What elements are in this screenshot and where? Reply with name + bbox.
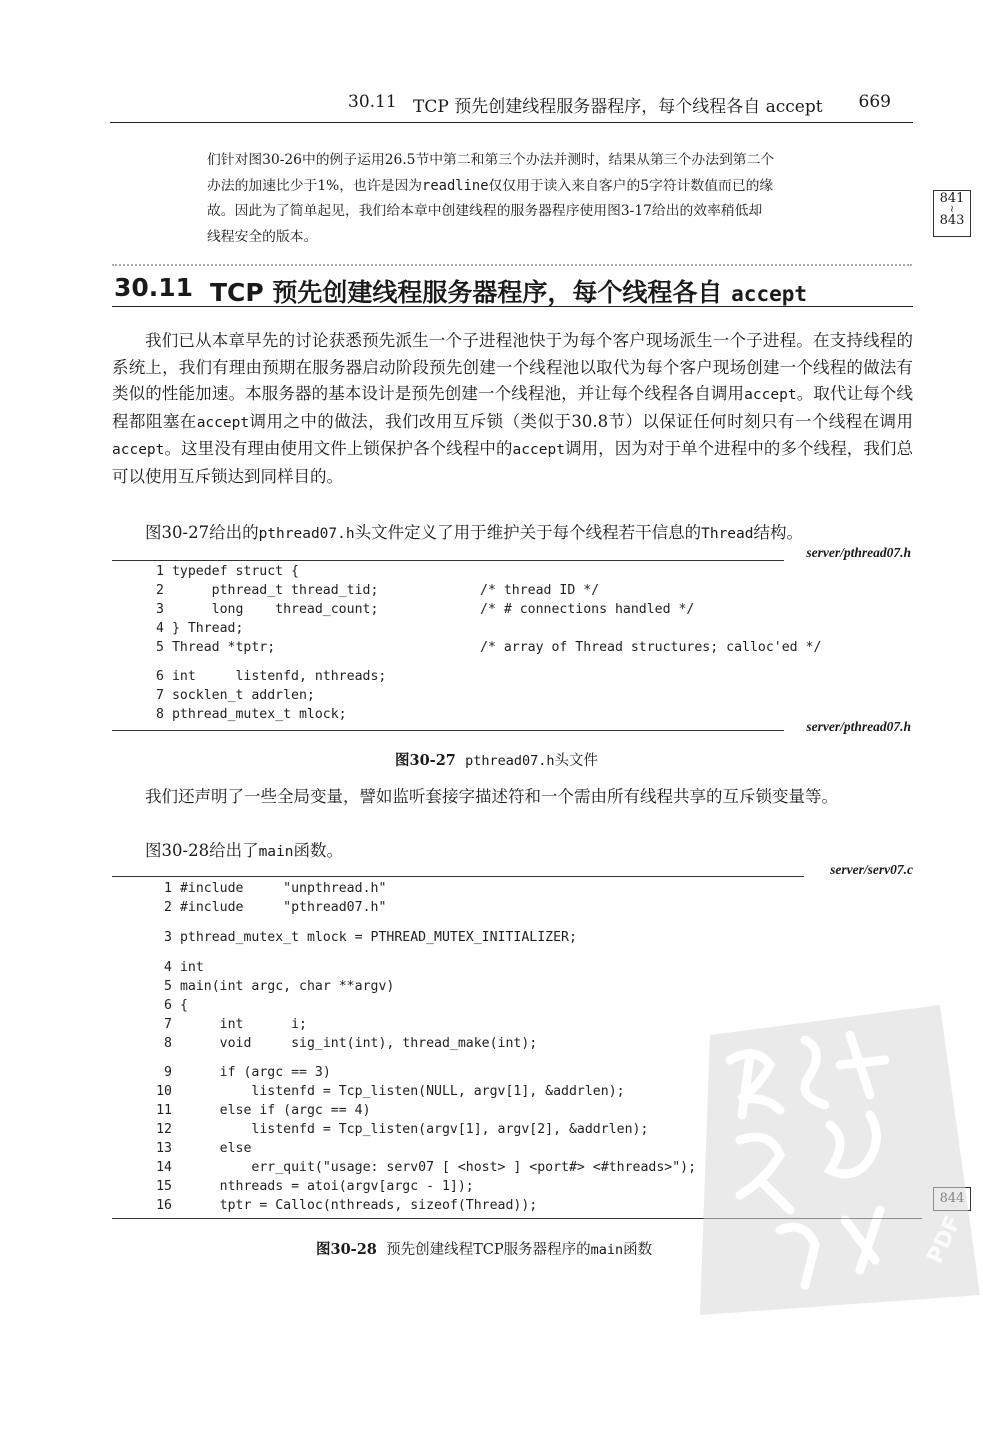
code-comment: /* array of Thread structures; calloc'ed */ <box>480 640 822 655</box>
code-line: 3 pthread_mutex_t mlock = PTHREAD_MUTEX_INITIALIZER; <box>164 930 577 945</box>
code-line: 10 listenfd = Tcp_listen(NULL, argv[1], &addrlen); <box>156 1084 625 1099</box>
code-line: 1 #include "unpthread.h" <box>164 881 387 896</box>
margin-page-range: 841 ≀ 843 <box>933 190 971 237</box>
inline-code: readline <box>422 177 489 194</box>
listing-rule-top <box>112 560 784 561</box>
figure-caption-30-27: 图30-27 pthread07.h头文件 <box>395 752 598 769</box>
listing-source-top: server/pthread07.h <box>806 545 911 560</box>
listing-rule-top <box>112 876 804 877</box>
listing-source-bottom: server/pthread07.h <box>806 719 911 734</box>
section-number: 30.11 <box>114 273 194 302</box>
code-line: 9 if (argc == 3) <box>164 1065 331 1080</box>
code-line: 7 int i; <box>164 1017 307 1032</box>
code-line: 11 else if (argc == 4) <box>156 1103 371 1118</box>
code-line: 6 int listenfd, nthreads; <box>156 669 387 684</box>
code-line: 8 pthread_mutex_t mlock; <box>156 707 347 722</box>
running-header <box>110 88 913 123</box>
code-line: 12 listenfd = Tcp_listen(argv[1], argv[2], &addrlen); <box>156 1122 649 1137</box>
note-paragraph: 们针对图30-26中的例子运用26.5节中第二和第三个办法并测时，结果从第三个办法到第二个 办法的加速比少于1%，也许是因为readline仅仅用于读入来自客户的5字符计数值而已的缘 故。因此为了简单起见，我们给本章中创建线程的服务器程序使用图3-17给出的效率稍低却 线程安全的版本。 <box>207 152 775 245</box>
divider <box>112 264 912 266</box>
code-line: 4 int <box>164 960 204 975</box>
code-comment: /* thread ID */ <box>480 583 600 598</box>
code-line: 6 { <box>164 998 188 1013</box>
code-line: 16 tptr = Calloc(nthreads, sizeof(Thread)); <box>156 1198 538 1213</box>
header-section-number: 30.11 <box>348 92 397 112</box>
section-title: TCP 预先创建线程服务器程序，每个线程各自 accept <box>210 278 808 307</box>
watermark-seal <box>640 965 983 1315</box>
page-number: 669 <box>858 92 891 112</box>
watermark-text: PDF <box>922 1212 967 1268</box>
code-line: 13 else <box>156 1141 252 1156</box>
code-line: 4 } Thread; <box>156 621 244 636</box>
header-title: TCP 预先创建线程服务器程序，每个线程各自 accept <box>413 97 823 117</box>
code-line: 3 long thread_count; <box>156 602 379 617</box>
code-line: 15 nthreads = atoi(argv[argc - 1]); <box>156 1179 474 1194</box>
code-line: 8 void sig_int(int), thread_make(int); <box>164 1036 538 1051</box>
listing-source-top: server/serv07.c <box>830 862 913 877</box>
code-line: 5 Thread *tptr; <box>156 640 276 655</box>
section-heading <box>112 270 913 307</box>
code-line: 5 main(int argc, char **argv) <box>164 979 395 994</box>
code-comment: /* # connections handled */ <box>480 602 695 617</box>
code-line: 2 #include "pthread07.h" <box>164 900 387 915</box>
code-line: 2 pthread_t thread_tid; <box>156 583 379 598</box>
figure-caption-30-28: 图30-28 预先创建线程TCP服务器程序的main函数 <box>316 1241 653 1258</box>
listing-rule-bottom <box>112 730 784 731</box>
code-line: 1 typedef struct { <box>156 564 299 579</box>
body-paragraph-4: 图30-28给出了main函数。 <box>145 841 343 860</box>
code-line: 14 err_quit("usage: serv07 [ <host> ] <port#> <#threads>"); <box>156 1160 697 1175</box>
body-paragraph-2: 图30-27给出的pthread07.h头文件定义了用于维护关于每个线程若干信息的Thread结构。 <box>145 523 803 542</box>
code-line: 7 socklen_t addrlen; <box>156 688 315 703</box>
code-listing-1 <box>150 562 910 722</box>
body-paragraph-3: 我们还声明了一些全局变量，譬如监听套接字描述符和一个需由所有线程共享的互斥锁变量等。 <box>145 787 838 806</box>
watermark-seal-shape <box>700 1005 980 1315</box>
body-paragraph-1: 我们已从本章早先的讨论获悉预先派生一个子进程池快于为每个客户现场派生一个子进程。在支持线程的系统上，我们有理由预期在服务器启动阶段预先创建一个线程池以取代为每个客户现场创建一个线程的做法有类似的性能加速。本服务器的基本设计是预先创建一个线程池，并让每个线程各自调用accept。取代让每个线程都阻塞在accept调用之中的做法，我们改用互斥锁（类似于30.8节）以保证任何时刻只有一个线程在调用accept。这里没有理由使用文件上锁保护各个线程中的accept调用，因为对于单个进程中的多个线程，我们总可以使用互斥锁达到同样目的。 <box>112 331 914 486</box>
